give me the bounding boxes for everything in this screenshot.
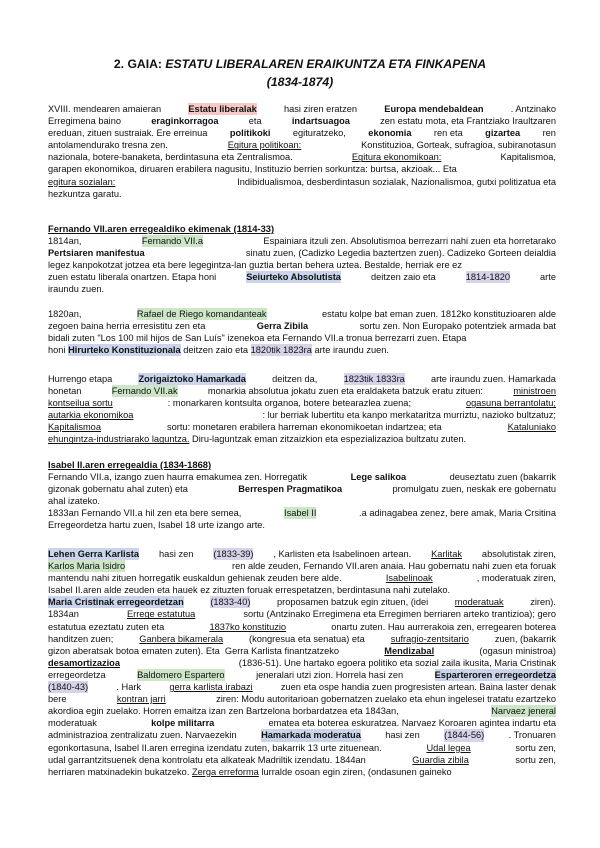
title-main: ESTATU LIBERALAREN ERAIKUNTZA ETA FINKAPENA	[165, 57, 487, 71]
text-line	[48, 495, 556, 507]
text-line	[48, 259, 556, 271]
text-line	[48, 483, 556, 495]
text-run: .a adinagabea zenez, bere amak, Maria Crsitina	[359, 508, 556, 519]
text-line	[48, 584, 556, 596]
text-run: estatutua ezeztatu zuten eta	[48, 621, 165, 632]
text-run: hasi zen	[158, 549, 194, 559]
text-run: zuen estatu liberala onartzen. Etapa honi	[48, 272, 217, 283]
emphasized-text: Fernando VII.ak	[111, 386, 178, 397]
text-line	[48, 645, 556, 657]
text-run: . Tronuaren	[508, 730, 556, 741]
text-run: sortu zen,	[515, 754, 556, 765]
text-line	[48, 271, 556, 283]
text-run: sortu zen,	[515, 742, 556, 753]
emphasized-text: (1844-56)	[444, 730, 485, 741]
emphasized-text: kontseilua sortu	[48, 398, 113, 409]
text-run: . Hark	[116, 682, 142, 693]
text-line	[48, 320, 556, 332]
emphasized-text: eraginkorragoa	[151, 116, 219, 127]
text-line	[48, 373, 556, 385]
emphasized-text: 1823tik 1833ra	[343, 374, 405, 384]
text-run: (ogasun ministroa)	[479, 645, 556, 656]
emphasized-text: 1814-1820	[465, 272, 511, 283]
text-line	[48, 742, 556, 754]
emphasized-text: ogasuna berrantolatu;	[466, 398, 556, 409]
text-line	[48, 176, 556, 188]
text-run: ren eta	[433, 128, 463, 139]
emphasized-text: moderatuak	[454, 597, 504, 608]
text-line	[48, 163, 556, 175]
emphasized-text: Baldomero Espartero	[137, 669, 225, 680]
text-run: bere	[48, 694, 67, 705]
text-line	[48, 344, 556, 356]
emphasized-text: (1833-39)	[213, 549, 254, 559]
title-prefix: 2. GAIA:	[113, 57, 162, 71]
emphasized-text: 1820tik 1823ra	[250, 345, 312, 356]
emphasized-text: Estatu liberalak	[188, 104, 257, 114]
text-run: 1814an,	[48, 236, 82, 246]
text-line	[48, 283, 556, 295]
text-run: : monarkaren kontsulta organoa, botere betearazlea zuena;	[167, 398, 412, 409]
emphasized-text: Fernando VII.a	[141, 236, 204, 246]
title-years: (1834-1874)	[266, 75, 334, 89]
emphasized-text: Mendizabal	[384, 645, 435, 656]
emphasized-text: Europa mendebaldean	[384, 104, 484, 114]
text-line	[48, 421, 556, 433]
text-run: garapen ekonomikoa, diruaren erabilera nagusitu, Instituzio berrien sorkuntza: burtsa, akzioak... Eta	[48, 164, 457, 175]
emphasized-text: Kataluniako	[507, 422, 556, 433]
text-run: gizonak gobernatu ahal zuten) eta	[48, 484, 188, 495]
text-line	[48, 188, 556, 200]
emphasized-text: kontran jarri	[116, 694, 166, 705]
text-run: deuseztatu zuen (bakarrik	[449, 472, 556, 482]
text-line	[48, 471, 556, 483]
section-heading-isabel: Isabel II.aren erregealdia (1834-1868)	[48, 459, 212, 470]
emphasized-text: ekonomia	[368, 128, 412, 139]
text-run: Konstituzioa, Gorteak, sufragioa, subiranotasun	[361, 140, 556, 151]
text-run: (kongresua eta senatua) eta	[249, 633, 365, 644]
text-run: ematea eta boterea eskuratzea. Narvaez Koroaren agintea indartu eta	[268, 718, 556, 729]
emphasized-text: ehungintza-industriarako laguntza.	[48, 434, 190, 445]
emphasized-text: Berrespen Pragmatikoa	[238, 484, 343, 495]
text-run: zen estatu mota, eta Frantziako Iraultzaren	[380, 116, 556, 127]
emphasized-text: Egitura politikoan:	[227, 140, 302, 151]
text-run: , moderatuak ziren,	[476, 573, 556, 584]
text-run: Indibidualismoa, desberdintasun sozialak, Nazionalismoa, gutxi politizatua eta	[237, 176, 556, 187]
text-run: sortu: monetaren erabilera harreman ekonomikoetan indartzea; eta	[167, 422, 442, 433]
emphasized-text: Egitura ekonomikoan:	[351, 152, 442, 163]
text-line	[48, 669, 556, 681]
text-run: Erregeordetza hartu zuen, Isabel 18 urte izango arte.	[48, 520, 265, 531]
text-run: sortu zen. Non Europako potentziek armada bat	[359, 321, 556, 332]
emphasized-text: Gerra Zibila	[256, 321, 309, 332]
text-line	[48, 115, 556, 127]
emphasized-text: gizartea	[485, 128, 521, 139]
text-run: : lur berriak lubertitu eta kanpo merkataritza murriztu, nazioko bultzatuz;	[262, 410, 556, 421]
text-run: udal garrantzitsuenek dena kontrolatu eta alkateak Madriltik izendatu. 1844an	[48, 754, 366, 765]
text-line	[48, 705, 556, 717]
text-run: (1836-51). Une hartako egoera politiko eta sozial zaila ikusita, Maria Cristinak	[238, 657, 556, 668]
text-run: absolutistak ziren,	[481, 549, 556, 559]
text-run: egituratzeko,	[292, 128, 346, 139]
text-line	[48, 507, 556, 519]
text-run: gizon aberatsak botoa ematen zuten). Eta Gerra Karlista finantzatzeko	[48, 645, 340, 656]
emphasized-text: Esparteroren erregeordetza	[434, 669, 556, 680]
emphasized-text: sufragio-zentsitario	[390, 633, 469, 644]
emphasized-text: Zerga erreforma	[192, 766, 259, 777]
emphasized-text: egitura sozialan:	[48, 176, 116, 187]
text-line	[48, 657, 556, 669]
text-line	[48, 754, 556, 766]
emphasized-text: 1837ko konstituzio	[209, 621, 287, 632]
text-run: hasi ziren eratzen	[284, 104, 358, 114]
text-run: Fernando VII.a, izango zuen haurra emakumea zen. Horregatik	[48, 472, 308, 482]
text-run: ren alde zeuden, Fernando VII.aren anaia. Hau gobernatu nahi zuen eta foruak	[232, 561, 556, 572]
text-line	[48, 596, 556, 608]
fernando-paragraph-1	[48, 235, 556, 295]
emphasized-text: Guardia zibila	[412, 754, 469, 765]
emphasized-text: Kapitalismoa	[48, 422, 101, 433]
text-run: monarkia absolutua jokatu zuen eta eraldaketa batzuk eratu zituen:	[207, 386, 483, 397]
text-run: administrazioa zentralizatu zuen. Narvaezekin	[48, 730, 237, 741]
text-run: deitzen da,	[272, 374, 318, 384]
fernando-paragraph-3	[48, 373, 556, 446]
emphasized-text: ministroen	[513, 386, 556, 397]
emphasized-text: Narvaez jeneral	[491, 706, 556, 717]
emphasized-text: gerra karlista irabazi	[169, 682, 253, 693]
text-run: . Antzinako	[510, 104, 556, 114]
text-run: proposamen batzuk egin zituen, (idei	[277, 597, 429, 608]
text-run: mantendu nahi zituen horregatik euskaldun gehienak zeuden bere alde.	[48, 573, 342, 584]
text-line	[48, 681, 556, 693]
text-line	[48, 127, 556, 139]
text-line	[48, 766, 556, 778]
text-line	[48, 247, 556, 259]
text-run: Hurrengo etapa	[48, 374, 113, 384]
emphasized-text: (1840-43)	[48, 682, 89, 693]
text-run: Diru-laguntzak eman zitzaizkion eta espezializazioa bultzatu zuten.	[192, 434, 467, 445]
text-run: eta	[248, 116, 262, 127]
text-run: sinatu zuen, (Cadizko Legedia baztertzen zuen). Cadizeko Gorteen deialdia	[245, 248, 556, 259]
text-run: ziren: Modu autoritarioan gobernatzen zuelako eta ehun ingelesei tratatu ezartzeko	[216, 694, 556, 705]
text-run: ziren).	[530, 597, 556, 608]
text-run: nazionala, botere-banaketa, berdintasuna eta Zentralismoa.	[48, 152, 293, 163]
text-line	[48, 103, 556, 115]
text-line	[48, 548, 556, 560]
text-line	[48, 151, 556, 163]
text-run: XVIII. mendearen amaieran	[48, 104, 162, 114]
intro-paragraph	[48, 103, 556, 200]
text-run: Espainiara itzuli zen. Absolutismoa berrezarri nahi zuen eta horretarako	[263, 236, 556, 246]
text-line	[48, 729, 556, 741]
text-line	[48, 397, 556, 409]
text-run: bidali zuten "Los 100 mil hijos de San Luís" izenekoa eta Fernando VII.a tronua berrezarri zuen. Etapa	[48, 333, 467, 344]
emphasized-text: Hamarkada moderatua	[261, 730, 361, 741]
text-line	[48, 385, 556, 397]
emphasized-text: Isabelinoak	[385, 573, 433, 584]
emphasized-text: Ganbera bikamerala	[139, 633, 224, 644]
text-line	[48, 572, 556, 584]
isabel-paragraph-1	[48, 471, 556, 531]
text-line	[48, 235, 556, 247]
emphasized-text: Lege salikoa	[350, 472, 407, 482]
text-run: Kapitalismoa,	[500, 152, 556, 163]
emphasized-text: Seiurteko Absolutista	[246, 272, 341, 283]
text-run: deitzen zaio eta	[183, 345, 249, 356]
text-line	[48, 139, 556, 151]
text-run: arte iraundu zuen. Hamarkada	[431, 374, 556, 384]
emphasized-text: Lehen Gerra Karlista	[48, 549, 139, 559]
text-run: hasi zen	[385, 730, 420, 741]
text-line	[48, 308, 556, 320]
text-line	[48, 608, 556, 620]
text-line	[48, 409, 556, 421]
text-run: deitzen zaio eta	[370, 272, 436, 283]
text-run: egonkortasuna, Isabel II.aren erregina izendatu zuten, bakarrik 13 urte zituenean.	[48, 742, 382, 753]
emphasized-text: politikoki	[229, 128, 271, 139]
text-line	[48, 693, 556, 705]
emphasized-text: indartsuagoa	[291, 116, 350, 127]
text-run: handitzen zuen;	[48, 633, 114, 644]
emphasized-text: Karlitak	[431, 549, 462, 559]
text-run: zuen eta ospe handia zuen progresisten artean. Baina laster denak	[280, 682, 556, 693]
text-run: iraundu zuen.	[48, 284, 105, 295]
text-run: antolamendurako tresna zen.	[48, 140, 168, 151]
text-line	[48, 332, 556, 344]
emphasized-text: autarkia ekonomikoa	[48, 410, 134, 421]
emphasized-text: Pertsiaren manifestua	[48, 248, 145, 259]
text-run: honetan	[48, 386, 82, 397]
text-run: 1820an,	[48, 309, 82, 319]
fernando-paragraph-2	[48, 308, 556, 356]
text-line	[48, 633, 556, 645]
text-line	[48, 433, 556, 445]
text-run: herriaren matxinadekin bukatzeko.	[48, 766, 190, 777]
text-line	[48, 519, 556, 531]
text-run: legez kanpokotzat jotzea eta bere legegintza-lan guztia bertan behera uztea. Bestalde, herriak ere ez	[48, 260, 462, 271]
text-line	[48, 717, 556, 729]
text-run: lurralde osoan egin ziren, (ondasunen gaineko	[261, 766, 452, 777]
emphasized-text: Rafael de Riego komandanteak	[136, 309, 267, 319]
text-line	[48, 560, 556, 572]
text-run: 1834an	[48, 609, 79, 620]
text-run: promulgatu zuen, neskak ere gobernatu	[392, 484, 556, 495]
text-run: onartu zuten. Hau aurrerakoia zen, erregearen boterea	[331, 621, 556, 632]
text-run: hezkuntza garatu.	[48, 188, 122, 199]
section-heading-fernando: Fernando VII.aren erregealdiko ekimenak (1814-33)	[48, 223, 275, 234]
text-run: Isabel II.aren alde zeuden eta hauek ez zituzten foruak errespetatzen, berdintasuna nahi zutelako.	[48, 585, 451, 596]
emphasized-text: kolpe militarra	[151, 718, 215, 729]
emphasized-text: Zorigaiztoko Hamarkada	[138, 374, 246, 384]
text-run: estatu kolpe bat eman zuen. 1812ko konstituzioaren alde	[322, 309, 556, 319]
emphasized-text: (1833-40)	[210, 597, 251, 608]
text-run: arte iraundu zuen.	[314, 345, 390, 356]
emphasized-text: Udal legea	[426, 742, 471, 753]
emphasized-text: Hirurteko Konstituzionala	[68, 345, 181, 356]
emphasized-text: Errege estatutua	[126, 609, 196, 620]
text-run: 1833an Fernando VII.a hil zen eta bere semea,	[48, 508, 242, 519]
text-run: zegoen baina herria erresistitu zen eta	[48, 321, 206, 332]
emphasized-text: Maria Cristinak erregeordetzan	[48, 597, 184, 608]
text-run: ahal izateko.	[48, 496, 100, 507]
text-run: moderatuak	[48, 718, 97, 729]
text-run: ren	[542, 128, 556, 139]
text-run: arte	[540, 272, 556, 283]
emphasized-text: Karlos Maria Isidro	[48, 561, 126, 572]
text-run: erregeordetza	[48, 669, 106, 680]
text-run: sortu (Antzinako Erregimena eta Erregimen berriaren arteko trantizioa); gero	[243, 609, 556, 620]
isabel-paragraph-2	[48, 548, 556, 778]
text-run: jeneralari utzi zion. Horrela hasi zen	[256, 669, 404, 680]
text-run: zuen, (bakarrik	[494, 633, 556, 644]
text-run: honi	[48, 345, 66, 356]
text-run: , Karlisten eta Isabelinoen artean.	[273, 549, 412, 559]
text-run: Erregimena baino	[48, 116, 122, 127]
emphasized-text: Isabel II	[284, 508, 317, 519]
text-run: akordioa egin zuelako. Horren emaitza izan zen Bartzelona borbardatzea eta 1843an,	[48, 706, 399, 717]
text-line	[48, 621, 556, 633]
text-run: ereduan, zituen sustraiak. Ere erreinua	[48, 128, 208, 139]
emphasized-text: desamortizazioa	[48, 657, 120, 668]
document-title	[0, 57, 600, 71]
